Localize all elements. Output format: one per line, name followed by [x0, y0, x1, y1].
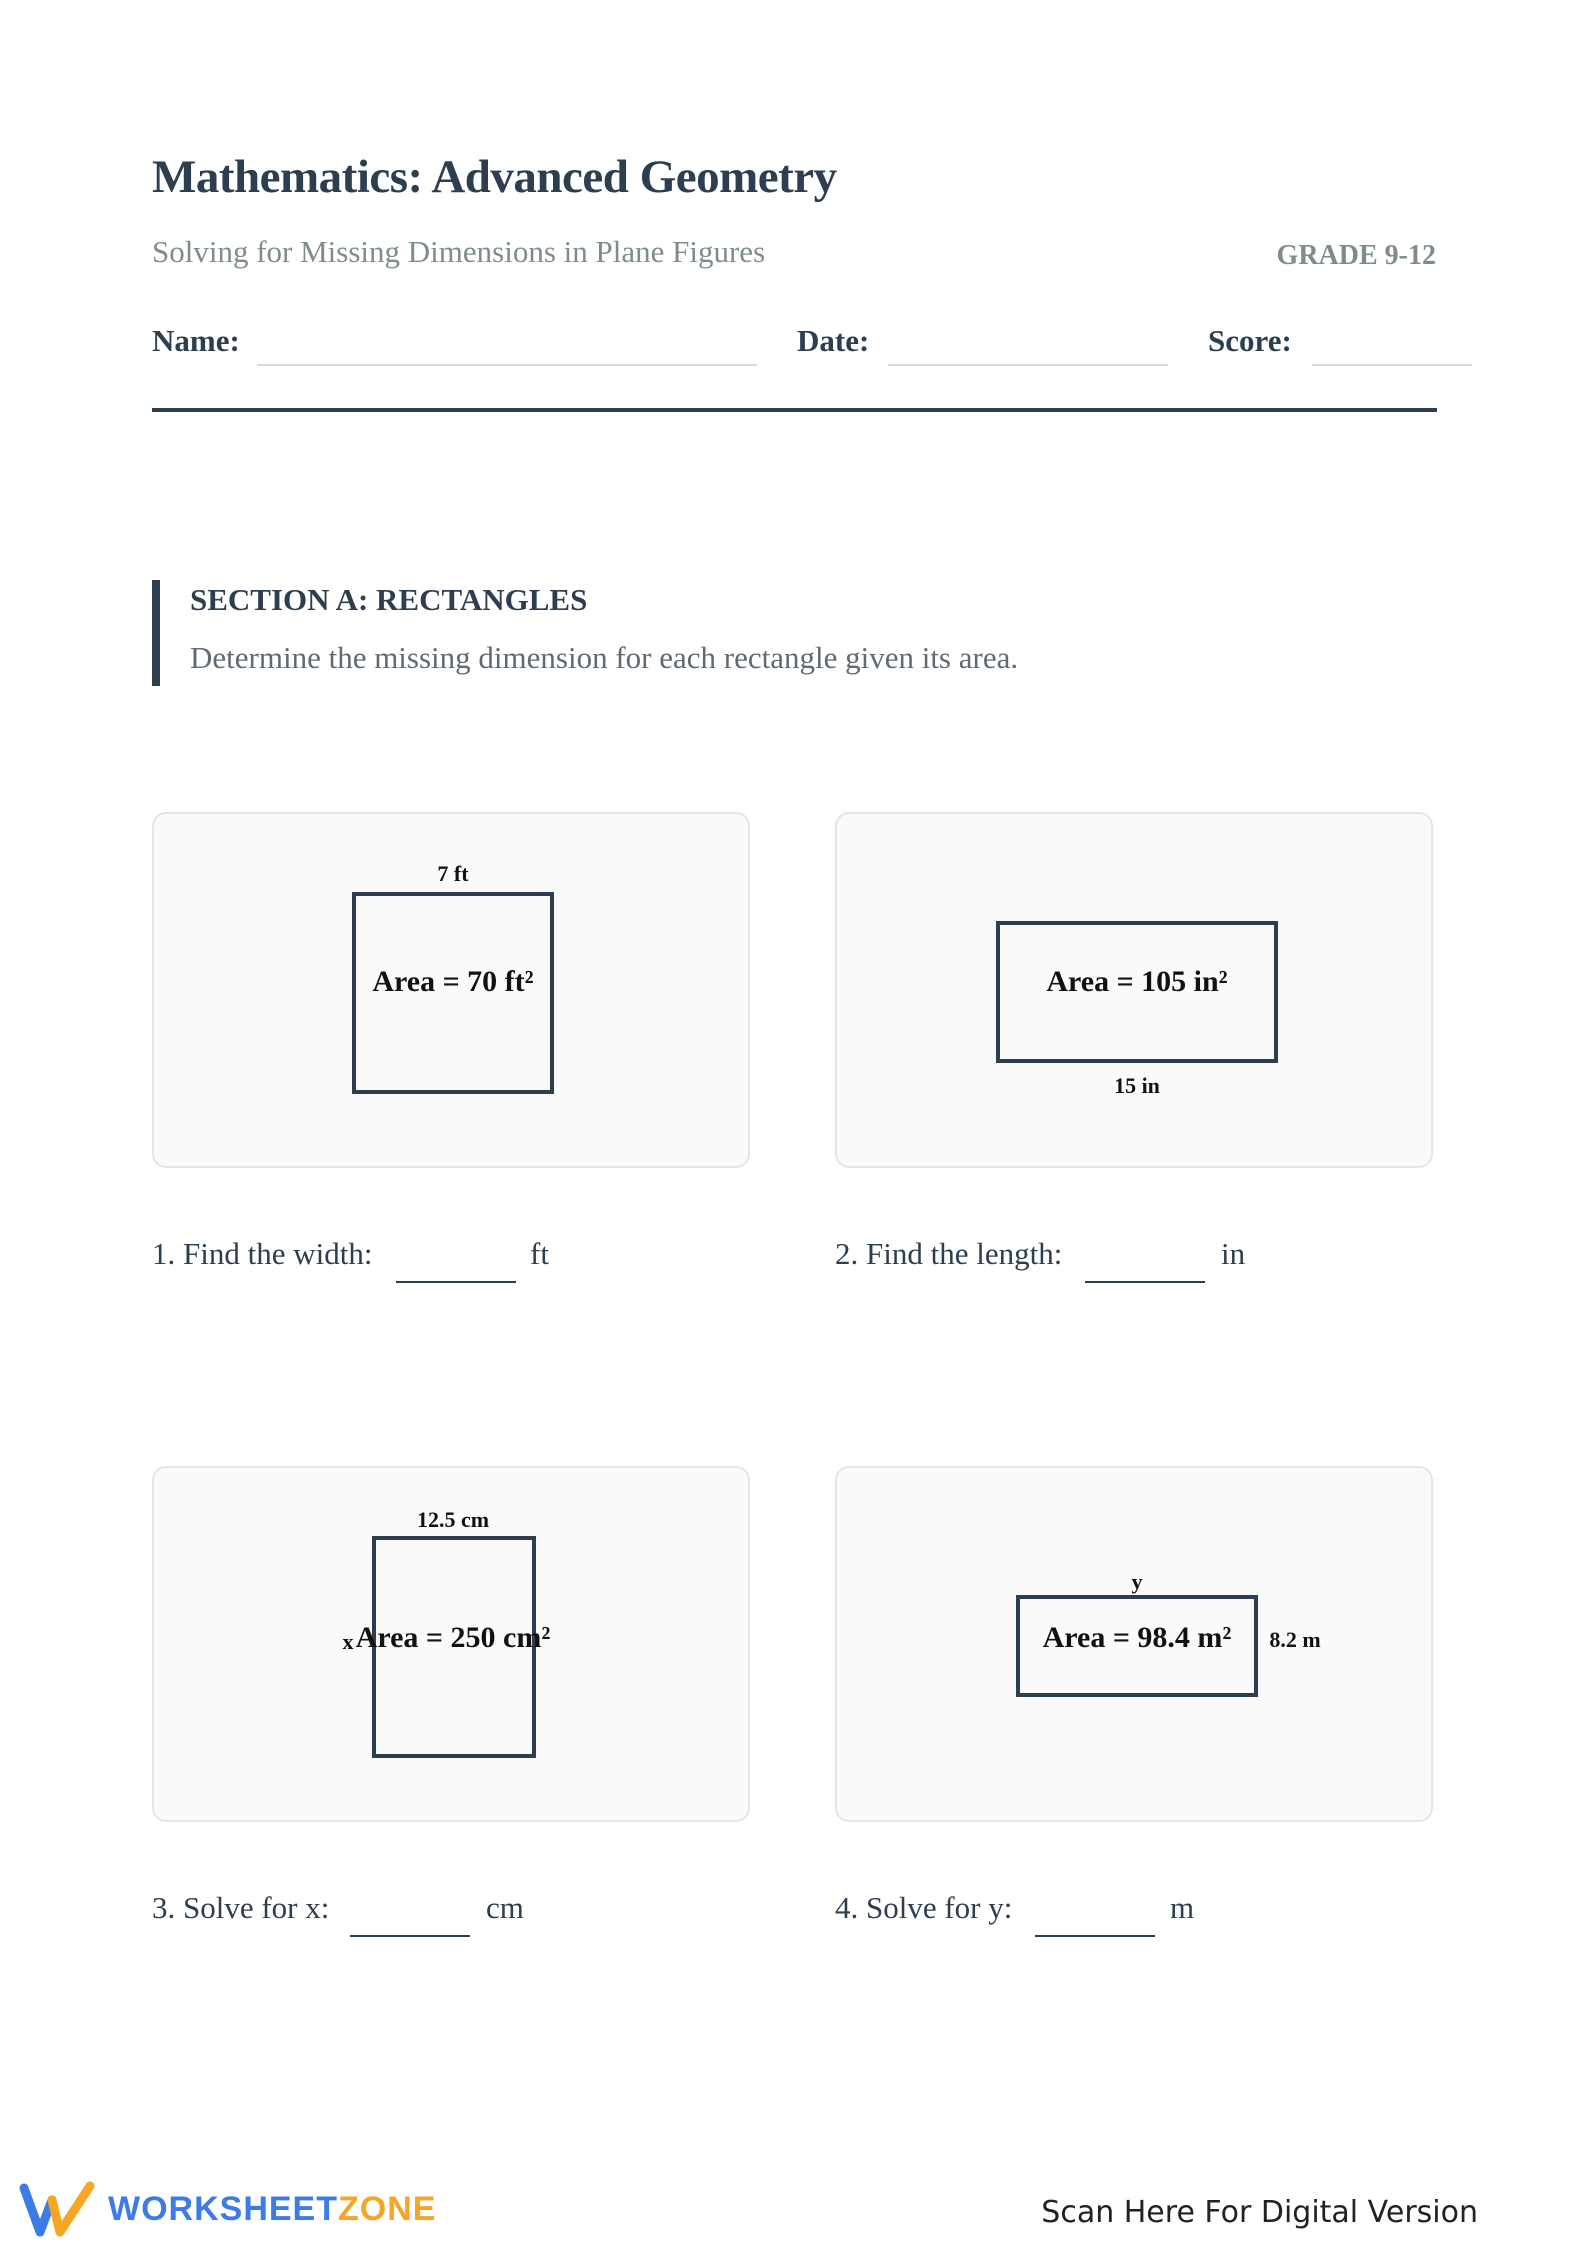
problem-3-given-dimension: 12.5 cm: [416, 1507, 490, 1532]
problem-4-answer-field[interactable]: [1035, 1935, 1155, 1937]
problem-4-figure: [835, 1466, 1433, 1822]
score-field[interactable]: [1312, 364, 1472, 366]
score-label: Score:: [1208, 323, 1292, 358]
problem-4-unit: m: [1170, 1890, 1195, 1925]
brand-name: [108, 2190, 436, 2229]
name-label: Name:: [152, 323, 240, 358]
problem-2-question: 2. Find the length:: [835, 1236, 1063, 1271]
problem-2-given-dimension: 15 in: [1114, 1073, 1160, 1098]
problem-1-area: Area = 70 ft²: [372, 965, 534, 998]
problem-1-unit: ft: [530, 1236, 549, 1271]
problem-1-answer-field[interactable]: [396, 1281, 516, 1283]
problem-3-question: 3. Solve for x:: [152, 1890, 330, 1925]
problem-3-unit: cm: [486, 1890, 524, 1925]
header-divider: [152, 408, 1437, 412]
problem-1-figure: [152, 812, 750, 1168]
problem-4-question: 4. Solve for y:: [835, 1890, 1013, 1925]
problem-3-answer-field[interactable]: [350, 1935, 470, 1937]
problem-3-variable-label: x: [342, 1629, 354, 1654]
problem-2-answer-field[interactable]: [1085, 1281, 1205, 1283]
worksheetzone-logo-icon: [18, 2180, 98, 2240]
brand-name-part1: WORKSHEET: [108, 2190, 338, 2228]
grade-label: GRADE 9-12: [1276, 240, 1436, 271]
problem-3-area: Area = 250 cm²: [355, 1621, 551, 1654]
date-label: Date:: [797, 323, 870, 358]
problem-4-given-dimension: 8.2 m: [1269, 1627, 1321, 1652]
section-header: [152, 580, 1260, 686]
section-description: Determine the missing dimension for each rectangle given its area.: [190, 640, 1019, 675]
scan-caption: Scan Here For Digital Version: [1041, 2195, 1478, 2230]
page-subtitle: Solving for Missing Dimensions in Plane Figures: [152, 234, 766, 269]
date-field[interactable]: [888, 364, 1168, 366]
name-field[interactable]: [257, 364, 757, 366]
page-title: Mathematics: Advanced Geometry: [152, 151, 837, 203]
brand-name-part2: ZONE: [338, 2190, 437, 2228]
problem-1-question: 1. Find the width:: [152, 1236, 373, 1271]
problem-4-area: Area = 98.4 m²: [1042, 1621, 1232, 1654]
problem-1-given-dimension: 7 ft: [437, 861, 469, 886]
problem-3-figure: [152, 1466, 750, 1822]
section-title: SECTION A: RECTANGLES: [190, 582, 588, 617]
problem-2-area: Area = 105 in²: [1046, 965, 1228, 998]
problem-2-unit: in: [1221, 1236, 1246, 1271]
problem-4-variable-label: y: [1131, 1569, 1143, 1594]
problem-2-figure: [835, 812, 1433, 1168]
